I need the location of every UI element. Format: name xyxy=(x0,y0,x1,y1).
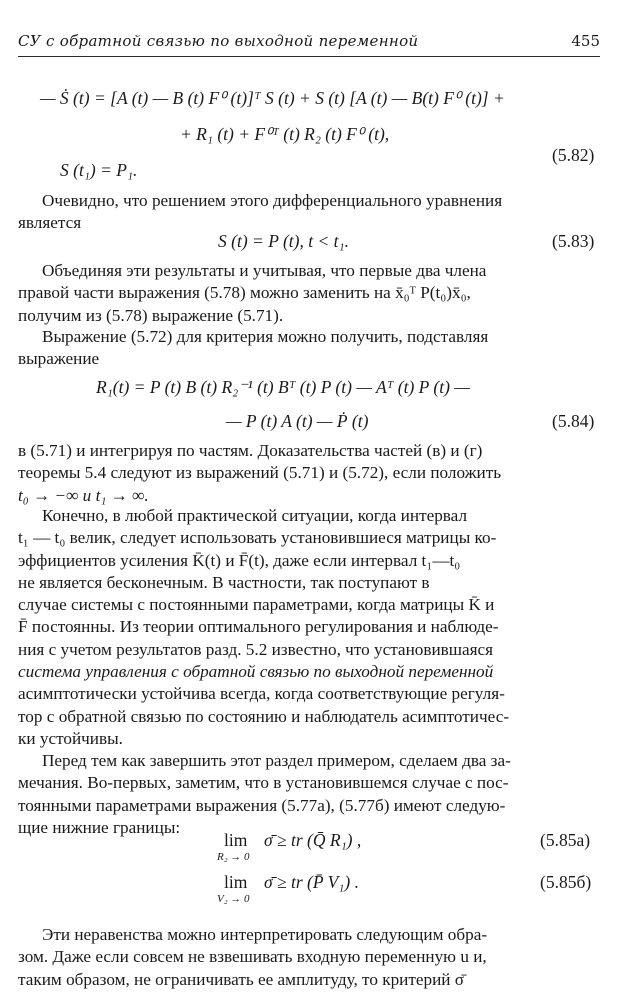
equation-5-83: S (t) = P (t), t < t₁. xyxy=(218,231,349,251)
paragraph-5 xyxy=(18,505,598,750)
paragraph-line: t₀ → −∞ и t₁ → ∞. xyxy=(18,485,149,505)
paragraph-line: эффициентов усиления K̄(t) и F̄(t), даже если интервал t₁—t₀ xyxy=(18,550,461,570)
paragraph-line: Конечно, в любой практической ситуации, когда интервал xyxy=(42,506,468,525)
paragraph-line: Очевидно, что решением этого дифференциального уравнения xyxy=(42,191,503,210)
paragraph-line: теоремы 5.4 следуют из выражений (5.71) и (5.72), если положить xyxy=(18,463,502,483)
paragraph-line: не является бесконечным. В частности, так поступают в xyxy=(18,572,430,592)
limit-subscript: R₂ → 0 xyxy=(217,851,250,863)
equation-number-5-85b: (5.85б) xyxy=(540,872,592,892)
paragraph-line: система управления с обратной связью по выходной переменной xyxy=(18,662,494,682)
paragraph-line: тоянными параметрами выражения (5.77а), (5.77б) имеют следую- xyxy=(18,795,506,815)
paragraph-line: F̄ постоянны. Из теории оптимального регулирования и наблюде- xyxy=(18,617,499,637)
limit-operator: lim xyxy=(224,872,248,892)
paragraph-line: Выражение (5.72) для критерия можно получить, подставляя xyxy=(42,327,489,346)
paragraph-line: случае системы с постоянными параметрами, когда матрицы K̄ и xyxy=(18,595,495,615)
running-title: СУ с обратной связью по выходной переменной xyxy=(18,32,419,50)
paragraph-3 xyxy=(18,326,598,371)
paragraph-2 xyxy=(18,260,598,327)
paragraph-line: Перед тем как завершить этот раздел примером, сделаем два за- xyxy=(42,751,511,770)
equation-number-5-83: (5.83) xyxy=(552,231,595,251)
paragraph-line: ния с учетом результатов разд. 5.2 известно, что установившаяся xyxy=(18,639,494,659)
paragraph-line: выражение xyxy=(18,349,100,369)
paragraph-line: ки устойчивы. xyxy=(18,728,123,748)
equation-5-82-line-3: S (t₁) = P₁. xyxy=(60,160,138,180)
paragraph-line: зом. Даже если совсем не взвешивать входную переменную u и, xyxy=(18,947,487,967)
equation-5-85b-body: σ̄ ≥ tr (P̄ V₁) . xyxy=(264,872,359,892)
paragraph-7 xyxy=(18,924,598,991)
paragraph-line: Эти неравенства можно интерпретировать следующим обра- xyxy=(42,925,488,944)
equation-number-5-84: (5.84) xyxy=(552,411,595,431)
equation-5-84-line-2: — P (t) A (t) — Ṗ (t) xyxy=(226,411,369,431)
paragraph-1 xyxy=(18,190,598,235)
equation-5-84-line-1: R₁(t) = P (t) B (t) R₂⁻¹ (t) Bᵀ (t) P (t) — Aᵀ (t) P (t) — xyxy=(96,377,470,397)
paragraph-line: таким образом, не ограничивать ее амплитуду, то критерий σ̄ xyxy=(18,969,465,989)
paragraph-line: тор с обратной связью по состоянию и наблюдатель асимптотичес- xyxy=(18,706,510,726)
paragraph-line: мечания. Во-первых, заметим, что в установившемся случае с пос- xyxy=(18,773,509,793)
paragraph-6 xyxy=(18,750,598,839)
paragraph-line: правой части выражения (5.78) можно заменить на x̄₀ᵀ P(t₀)x̄₀, xyxy=(18,283,471,303)
paragraph-line: t₁ — t₀ велик, следует использовать установившиеся матрицы ко- xyxy=(18,528,497,548)
equation-5-82-line-1: — Ṡ (t) = [A (t) — B (t) F⁰ (t)]ᵀ S (t) + S (t) [A (t) — B(t) F⁰ (t)] + xyxy=(40,88,505,108)
limit-subscript: V₂ → 0 xyxy=(217,893,250,905)
page-number: 455 xyxy=(571,32,600,50)
equation-5-82-line-2: + R₁ (t) + F⁰ᵀ (t) R₂ (t) F⁰ (t), xyxy=(180,124,390,144)
paragraph-line: Объединяя эти результаты и учитывая, что первые два члена xyxy=(42,261,487,280)
equation-number-5-82: (5.82) xyxy=(552,145,595,165)
paragraph-line: асимптотически устойчива всегда, когда соответствующие регуля- xyxy=(18,684,505,704)
paragraph-4 xyxy=(18,440,598,507)
limit-operator: lim xyxy=(224,830,248,850)
paragraph-line: является xyxy=(18,213,82,233)
paragraph-line: получим из (5.78) выражение (5.71). xyxy=(18,305,284,325)
paragraph-line: в (5.71) и интегрируя по частям. Доказательства частей (в) и (г) xyxy=(18,441,483,460)
running-header xyxy=(18,30,600,57)
paragraph-line: щие нижние границы: xyxy=(18,817,181,837)
equation-5-85a-body: σ̄ ≥ tr (Q̄ R₁) , xyxy=(264,830,362,850)
equation-number-5-85a: (5.85а) xyxy=(540,830,591,850)
